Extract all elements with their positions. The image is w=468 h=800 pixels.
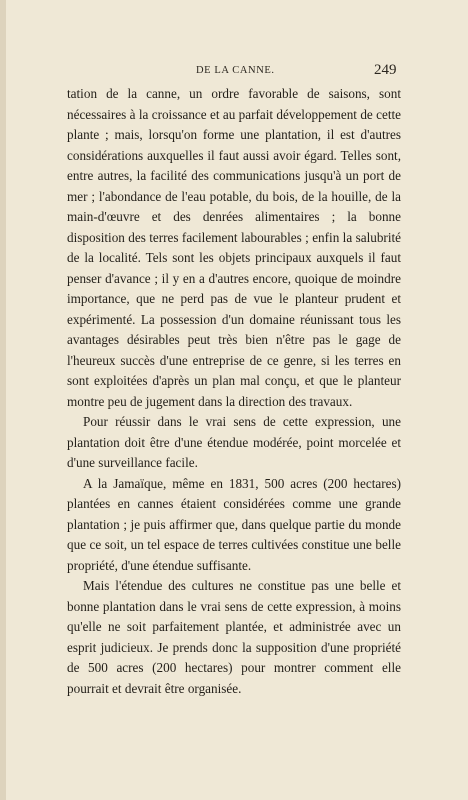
page-header [6, 62, 468, 82]
body-text [67, 84, 401, 699]
page-number: 249 [374, 62, 397, 78]
paragraph: tation de la canne, un ordre favorable de saisons, sont nécessaires à la croissance et au parfait développement de cette plante ; mais, lorsqu'on forme une plantation, il est d'autres considérations auxquelles il faut aussi avoir égard. Telles sont, entre autres, la facilité des communications jusqu'à un port de mer ; l'abondance de l'eau potable, du bois, de la houille, de la main-d'œuvre et des denrées alimentaires ; la bonne disposition des terres facilement labourables ; enfin la salubrité de la localité. Tels sont les objets principaux auxquels il faut penser d'avance ; il y en a d'autres encore, quoique de moindre importance, que ne perd pas de vue le planteur prudent et expérimenté. La possession d'un domaine réunissant tous les avantages désirables peut très bien n'être pas le gage de l'heureux succès d'une entreprise de ce genre, si les terres en sont exploitées d'après un plan mal conçu, et que le planteur montre peu de jugement dans la direction des travaux. [67, 86, 401, 409]
paragraph: A la Jamaïque, même en 1831, 500 acres (200 hectares) plantées en cannes étaient considérées comme une grande plantation ; je puis affirmer que, dans quelque partie du monde que ce soit, un tel espace de terres cultivées constitue une belle propriété, d'une étendue suffisante. [67, 475, 401, 573]
paragraph: Pour réussir dans le vrai sens de cette expression, une plantation doit être d'une étendue modérée, point morcelée et d'une surveillance facile. [67, 414, 401, 470]
running-title: DE LA CANNE. [196, 65, 275, 76]
paragraph: Mais l'étendue des cultures ne constitue pas une belle et bonne plantation dans le vrai sens de cette expression, à moins qu'elle ne soit parfaitement plantée, et administrée avec un esprit judicieux. Je prends donc la supposition d'une propriété de 500 acres (200 hectares) pour montrer comment elle pourrait et devrait être organisée. [67, 578, 401, 696]
